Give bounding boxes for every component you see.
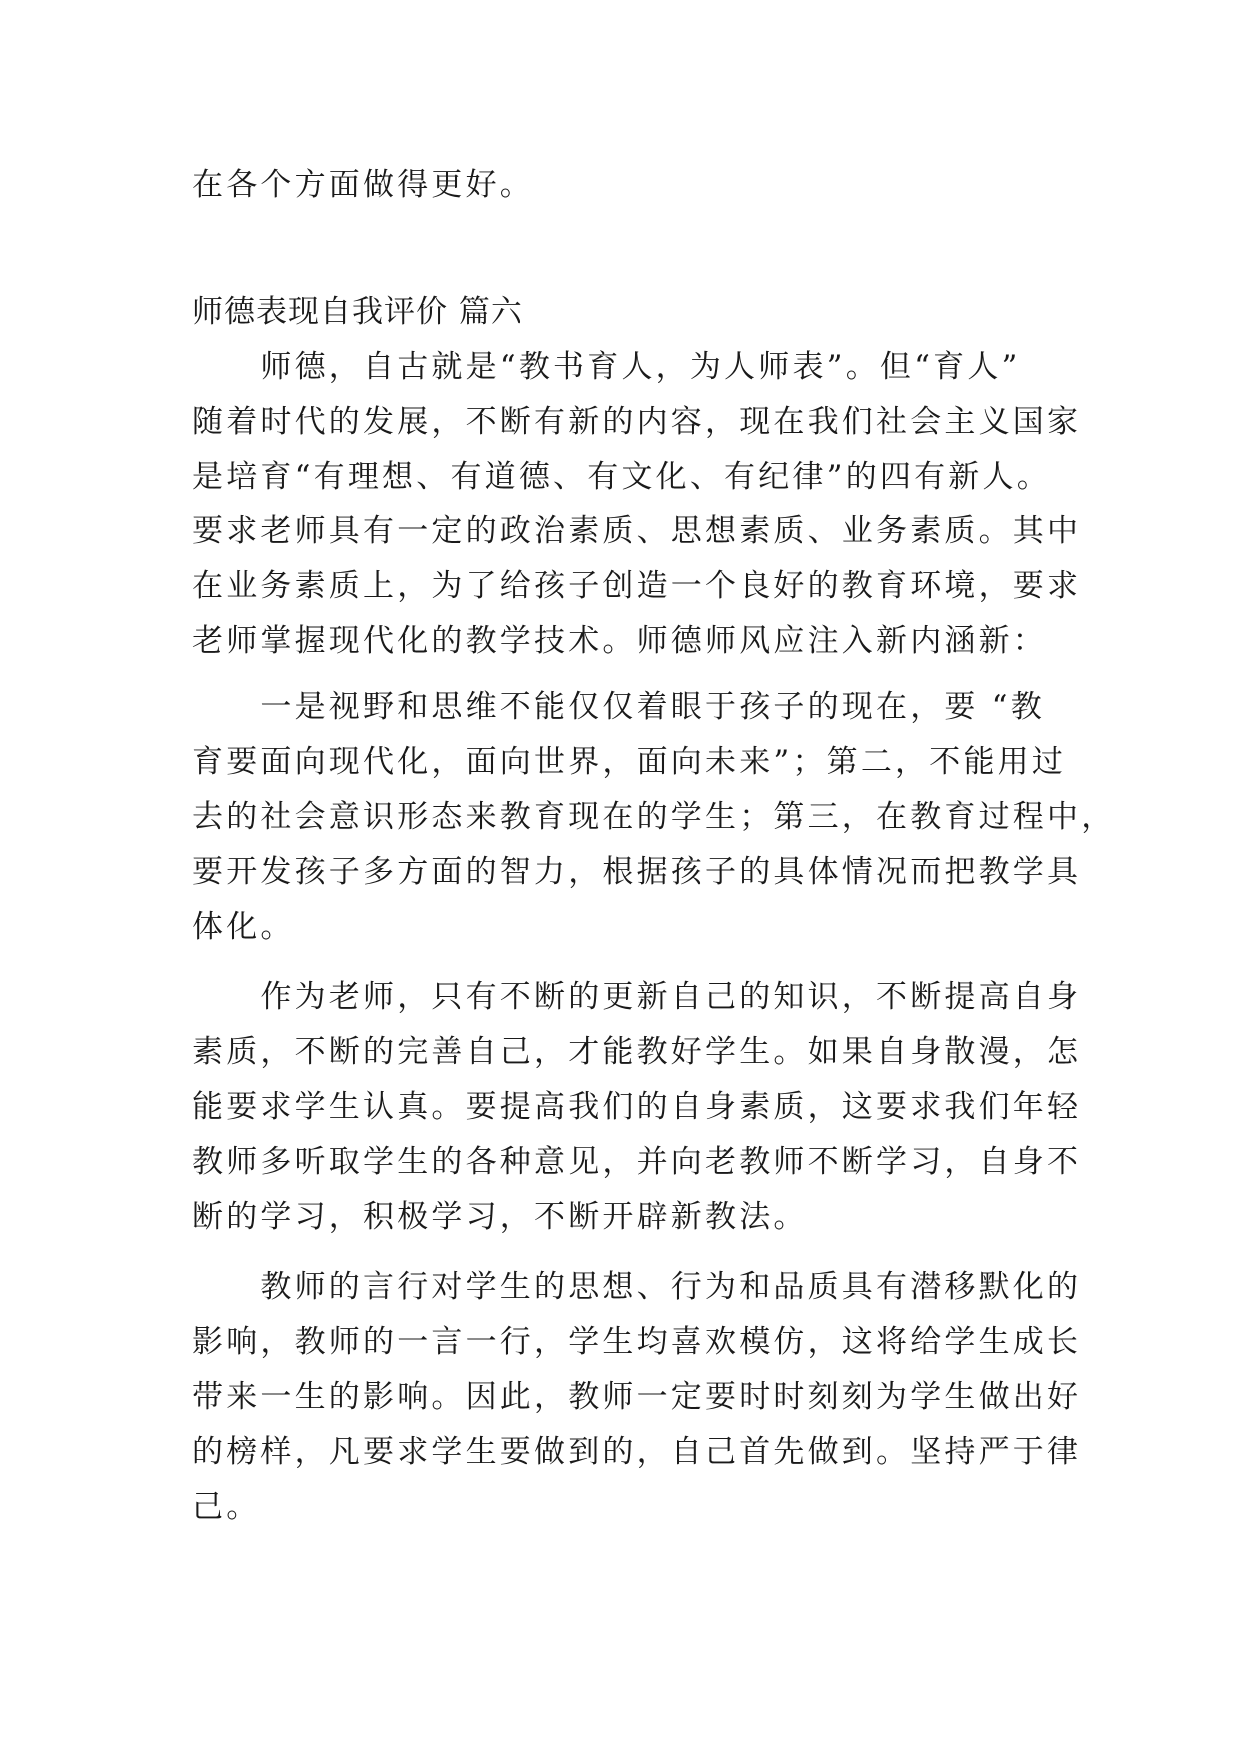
intro-tail-line: 在各个方面做得更好。 [192,167,534,203]
paragraph-3-line-4: 教师多听取学生的各种意见，并向老教师不断学习，自身不 [192,1144,1082,1180]
section-title: 师德表现自我评价 篇六 [192,294,523,330]
paragraph-4-line-3: 带来一生的影响。因此，教师一定要时时刻刻为学生做出好 [192,1379,1082,1415]
paragraph-1-line-1: 师德，自古就是“教书育人，为人师表”。但“育人” [192,349,1021,385]
paragraph-4-line-4: 的榜样，凡要求学生要做到的，自己首先做到。坚持严于律 [192,1434,1082,1470]
paragraph-1-line-5: 在业务素质上，为了给孩子创造一个良好的教育环境，要求 [192,568,1082,604]
paragraph-2-line-3: 去的社会意识形态来教育现在的学生；第三，在教育过程中， [192,799,1116,835]
paragraph-1-line-6: 老师掌握现代化的教学技术。师德师风应注入新内涵新： [192,623,1047,659]
paragraph-2-line-1: 一是视野和思维不能仅仅着眼于孩子的现在，要 “教 [192,689,1045,725]
paragraph-3-line-2: 素质，不断的完善自己，才能教好学生。如果自身散漫，怎 [192,1034,1082,1070]
paragraph-4-line-2: 影响，教师的一言一行，学生均喜欢模仿，这将给学生成长 [192,1324,1082,1360]
paragraph-1-line-4: 要求老师具有一定的政治素质、思想素质、业务素质。其中 [192,513,1082,549]
paragraph-3-line-5: 断的学习，积极学习，不断开辟新教法。 [192,1199,808,1235]
paragraph-4-line-5: 己。 [192,1489,261,1525]
paragraph-2-line-2: 育要面向现代化，面向世界，面向未来”；第二，不能用过 [192,744,1067,780]
paragraph-1-line-3: 是培育“有理想、有道德、有文化、有纪律”的四有新人。 [192,459,1051,495]
paragraph-4-line-1: 教师的言行对学生的思想、行为和品质具有潜移默化的 [192,1269,1082,1305]
paragraph-2-line-5: 体化。 [192,909,295,945]
paragraph-1-line-2: 随着时代的发展，不断有新的内容，现在我们社会主义国家 [192,404,1082,440]
paragraph-3-line-3: 能要求学生认真。要提高我们的自身素质，这要求我们年轻 [192,1089,1082,1125]
paragraph-3-line-1: 作为老师，只有不断的更新自己的知识，不断提高自身 [192,979,1082,1015]
paragraph-2-line-4: 要开发孩子多方面的智力，根据孩子的具体情况而把教学具 [192,854,1082,890]
